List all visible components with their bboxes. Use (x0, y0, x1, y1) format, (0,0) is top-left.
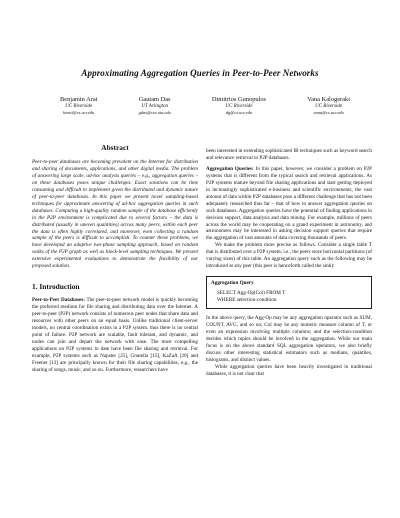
author-name: Vana Kalogeraki (307, 96, 350, 103)
author-email: barai@cs.ucr.edu (63, 110, 95, 115)
query-line-where: WHERE selection-condition (217, 297, 277, 304)
paper-title: Approximating Aggregation Queries in Peer-to-Peer Networks (81, 68, 319, 78)
author-block (139, 96, 171, 115)
aggregation-query-box (206, 276, 372, 309)
author-list (60, 96, 350, 115)
left-column (32, 143, 198, 374)
aggregation-lead: Aggregation Queries: (206, 165, 254, 172)
query-line-select: SELECT Agg-Op(Col) FROM T (217, 290, 286, 297)
problem-paragraph: We make the problem more precise as follows. Consider a single table T that is distributed over a P2P system; i.e., the peers store horizontal partitions (of varying sizes) of this table. An aggregation query such as the following may be introduced at any peer (this peer is henceforth called the sink): (206, 242, 372, 270)
intro-text: The peer-to-peer network model is quickly becoming the preferred medium for file sharing and distributing data over the Internet. A peer-to-peer (P2P) network consists of numerous peer nodes that share data and resources with other peers on an equal basis. Unlike traditional client-server models, no central coordination exists in a P2P system, thus there is no central point of failure. P2P network are scalable, fault tolerant, and dynamic, and nodes can join and depart the network with ease. The most compelling applications on P2P systems to date have been file sharing and retrieval. For example, P2P systems such as Napster [25], Gnutella [15], KaZaA [20] and Freenet [13] are principally known for their file sharing capabilities, e.g., the sharing of songs, music, and so on. Furthermore, researchers have (32, 297, 198, 373)
author-block (60, 96, 97, 115)
author-affiliation: UC Riverside (315, 104, 343, 109)
author-name: Benjamin Arai (60, 96, 98, 103)
author-email: vana@cs.ucr.edu (313, 110, 344, 115)
right-column (206, 148, 372, 378)
author-affiliation: UC Riverside (225, 104, 253, 109)
abstract-heading: Abstract (101, 143, 129, 152)
author-email: dg@cs.ucr.edu (225, 110, 252, 115)
author-name: Gautam Das (138, 96, 171, 103)
author-block (307, 96, 350, 115)
intro-paragraph (32, 297, 198, 373)
intro-continuation: been interested in extending sophisticated IR techniques such as keyword search and relevance retrieval to P2P databases. (206, 148, 372, 161)
section-heading-introduction: 1. Introduction (32, 282, 80, 292)
author-affiliation: UT Arlington (141, 104, 168, 109)
query-box-title: Aggregation Query (211, 280, 254, 287)
author-email: gdas@cse.uta.edu (138, 110, 171, 115)
author-name: Dimitrios Gunopulos (211, 96, 267, 103)
author-block (212, 96, 266, 115)
intro-lead: Peer-to-Peer Databases: (32, 297, 85, 304)
aggregation-paragraph (206, 166, 372, 242)
query-explanation-paragraph: In the above query, the Agg-Op may be any aggregation operator such as SUM, COUNT, AVG, and so on; Col may be any numeric measure column of T, or even an expression involving multiple columns; and the selection-condition decides which tuples should be involved in the aggregation. While our main focus is on the above standard SQL aggregation operators, we also briefly discuss other interesting statistical estimators such as medians, quantiles, histograms, and distinct values. (206, 315, 372, 363)
aggregation-text: In this paper, however, we consider a problem on P2P systems that is different from the typical search and retrieval applications. As P2P systems mature beyond file sharing applications and start getting deployed in increasingly sophisticated e-business and scientific environments, the vast amount of data within P2P databases pose a different challenge that has not been adequately researched thus far – that of how to answer aggregation queries on such databases. Aggregation queries have the potential of finding applications in decision support, data analysis and data mining. For example, millions of peers across the world may be cooperating on a grand experiment in astronomy, and astronomers may be interested in asking decision support queries that require the aggregation of vast amounts of data covering thousands of peers. (206, 165, 372, 242)
abstract-text: Peer-to-peer databases are becoming prevalent on the Internet for distribution and sharing of documents, applications, and other digital media. The problem of answering large scale, ad-hoc analysis queries – e.g., aggregation queries – on these databases poses unique challenges. Exact solutions can be time consuming and difficult to implement given the distributed and dynamic nature of peer-to-peer databases. In this paper we present novel sampling-based techniques for approximate answering of ad-hoc aggregation queries in such databases. Computing a high-quality random sample of the database efficiently in the P2P environment is complicated due to several factors – the data is distributed (usually in uneven quantities) across many peers, within each peer the data is often highly correlated, and moreover, even collecting a random sample of the peers is difficult to accomplish. To counter these problems, we have developed an adaptive two-phase sampling approach, based on random walks of the P2P graph as well as block-level sampling techniques. We present extensive experimental evaluations to demonstrate the feasibility of our proposed solution. (32, 159, 198, 270)
author-affiliation: UC Riverside (65, 104, 93, 109)
while-paragraph: While aggregation queries have been heavily investigated in traditional databases, it is not clear that (206, 363, 372, 377)
